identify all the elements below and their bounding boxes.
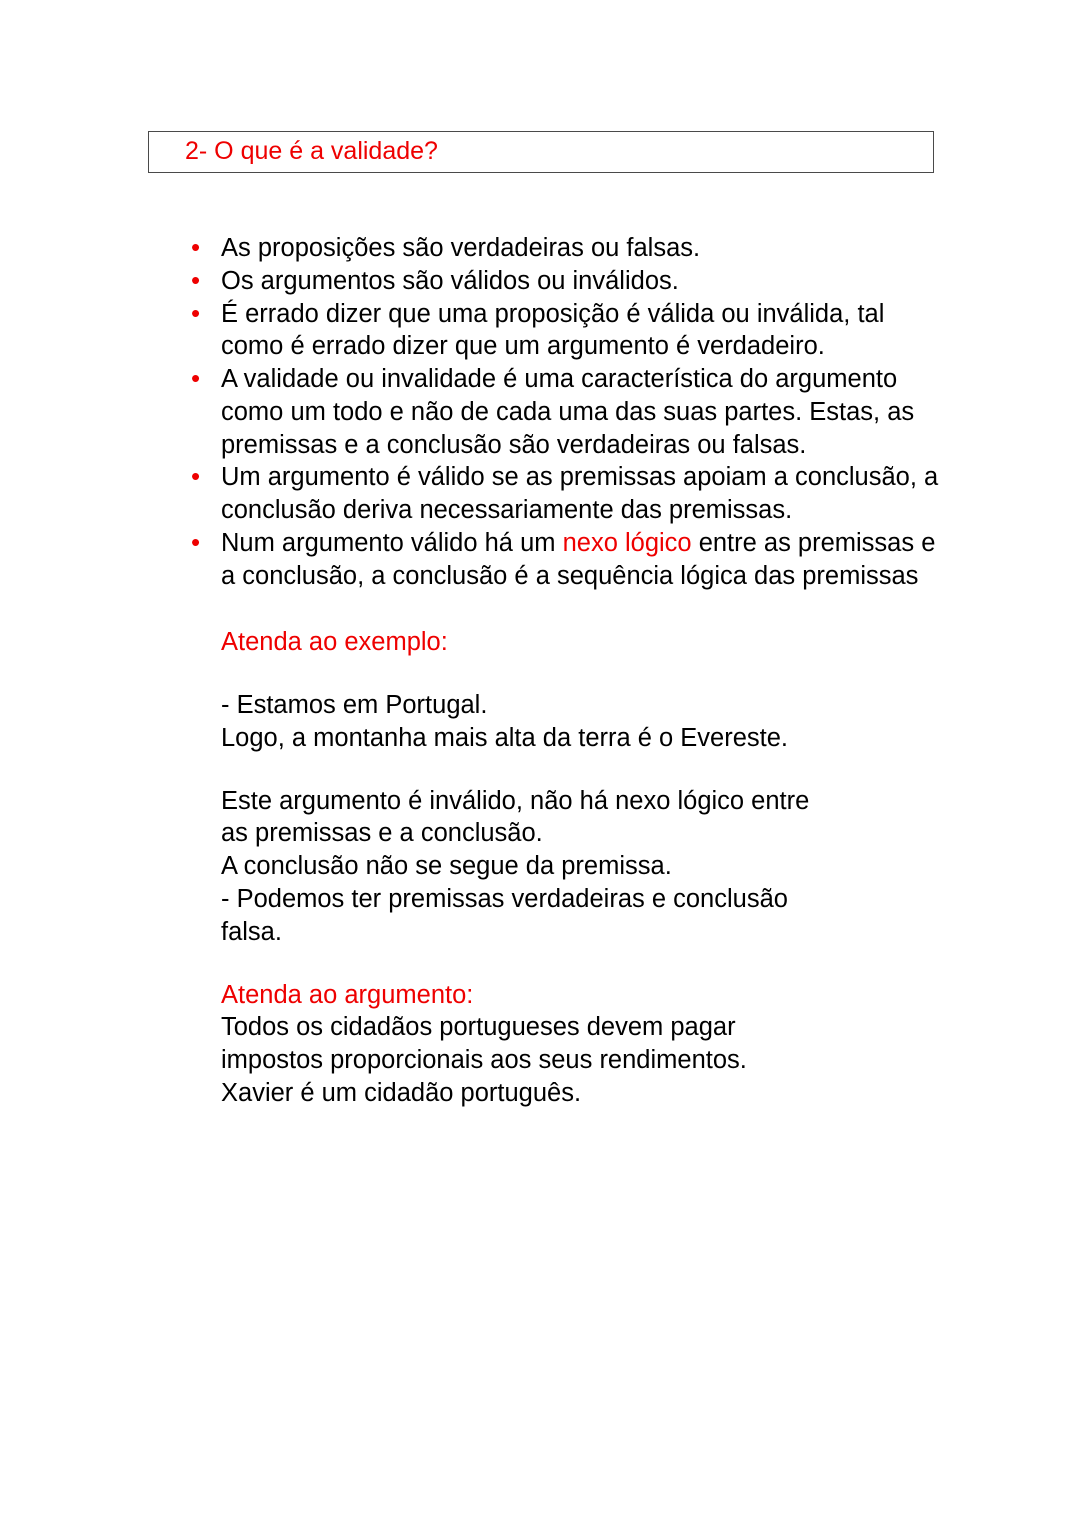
spacer (221, 659, 943, 689)
list-item: • A validade ou invalidade é uma característica do argumento como um todo e não de cada uma das suas partes. Estas, as premissas e a conclusão são verdadeiras ou falsas. (183, 363, 943, 461)
example-section (221, 626, 943, 1109)
section-title-box (148, 131, 934, 173)
explanation-line: Este argumento é inválido, não há nexo lógico entre (221, 786, 810, 815)
explanation-line: falsa. (221, 917, 282, 946)
bullet-text-highlight: nexo lógico (562, 528, 692, 557)
argument-line: Xavier é um cidadão português. (221, 1078, 582, 1107)
bullet-text-part2: entre as premissas e a conclusão, a conclusão é a sequência lógica das premissas (221, 528, 936, 590)
list-item: • Os argumentos são válidos ou inválidos. (183, 265, 943, 298)
list-item: • As proposições são verdadeiras ou falsas. (183, 232, 943, 265)
argument-line: impostos proporcionais aos seus rendimentos. (221, 1046, 747, 1075)
explanation-line: as premissas e a conclusão. (221, 819, 543, 848)
spacer (221, 949, 943, 979)
explanation-line: - Podemos ter premissas verdadeiras e conclusão (221, 885, 788, 914)
example-line: - Estamos em Portugal. (221, 691, 488, 720)
list-item-highlighted (183, 527, 943, 593)
argument-heading: Atenda ao argumento: (221, 980, 474, 1009)
example-line: Logo, a montanha mais alta da terra é o Evereste. (221, 723, 789, 752)
bullet-text-part1: Num argumento válido há um (221, 528, 563, 557)
page-title: 2- O que é a validade? (185, 137, 438, 166)
list-item: • Um argumento é válido se as premissas apoiam a conclusão, a conclusão deriva necessariamente das premissas. (183, 461, 943, 527)
example-heading: Atenda ao exemplo: (221, 628, 448, 657)
bullet-list (183, 232, 943, 592)
spacer (183, 592, 943, 626)
argument-line: Todos os cidadãos portugueses devem pagar (221, 1013, 736, 1042)
spacer (221, 755, 943, 785)
list-item: • É errado dizer que uma proposição é válida ou inválida, tal como é errado dizer que um argumento é verdadeiro. (183, 298, 943, 364)
document-body (183, 232, 943, 1110)
explanation-line: A conclusão não se segue da premissa. (221, 852, 672, 881)
